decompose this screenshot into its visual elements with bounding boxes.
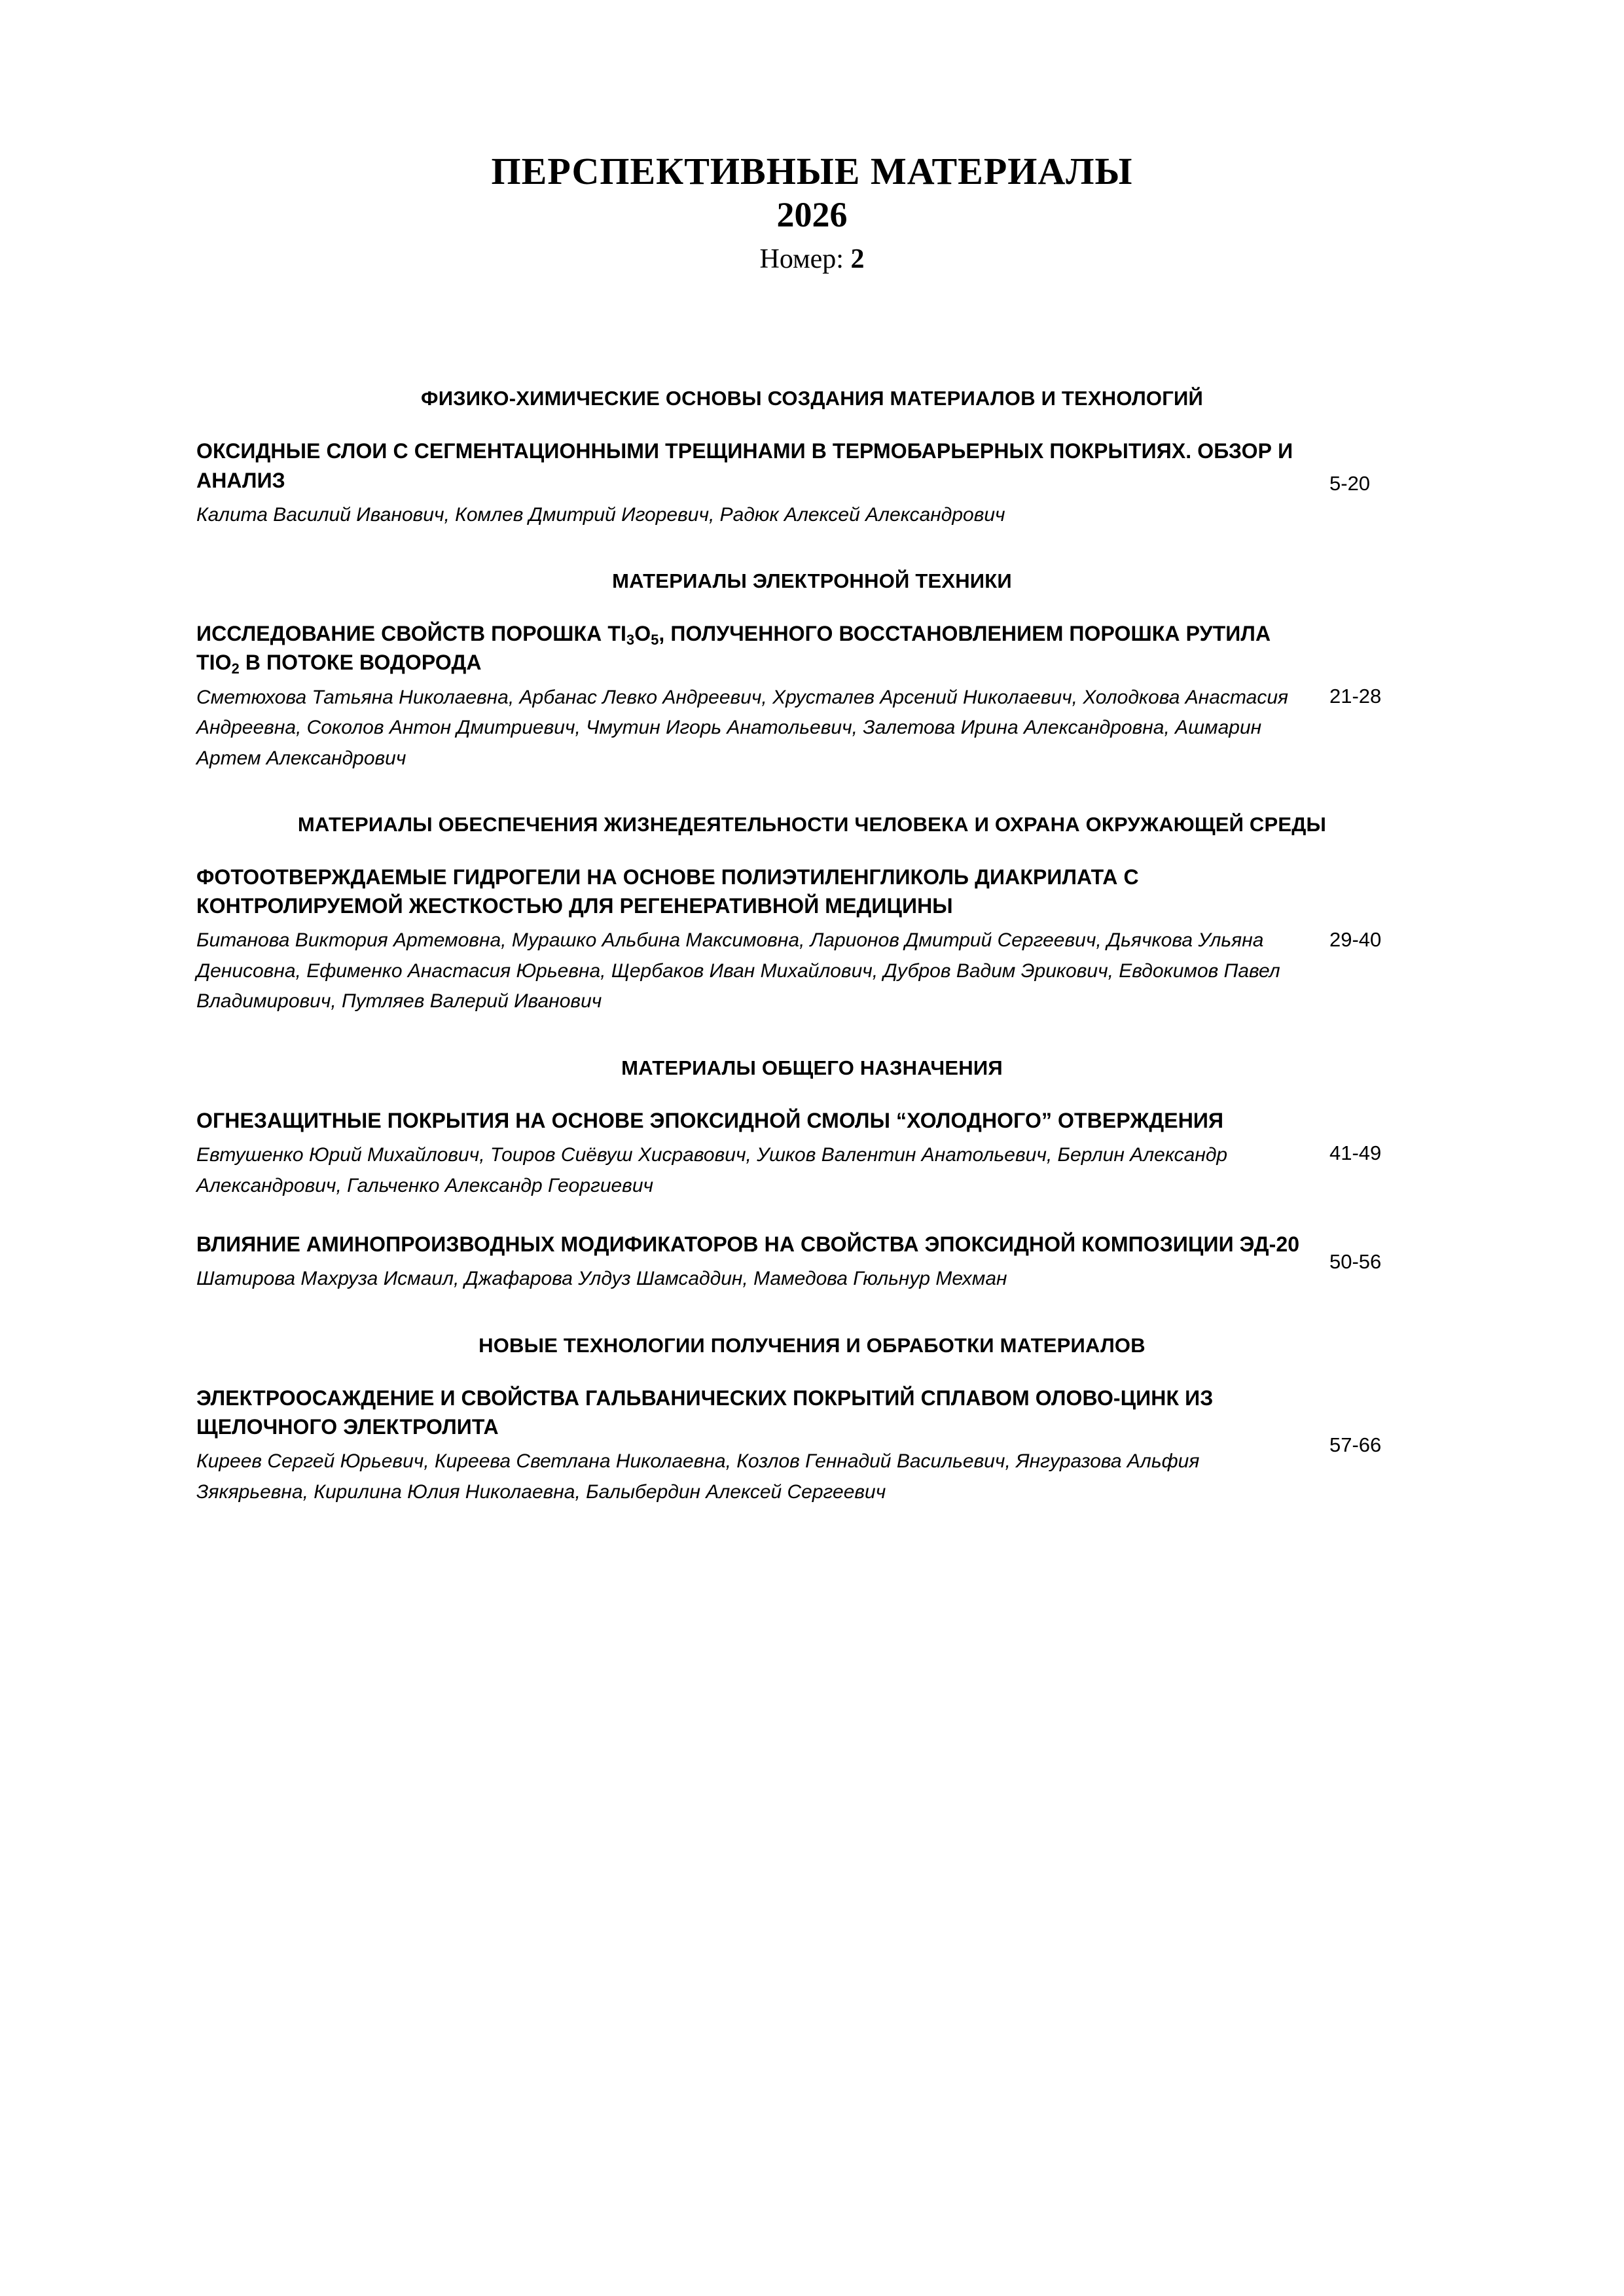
toc-entry-main [196,619,1329,774]
section-heading: НОВЫЕ ТЕХНОЛОГИИ ПОЛУЧЕНИЯ И ОБРАБОТКИ МАТЕРИАЛОВ [478,1333,1146,1357]
article-pages: 50-56 [1329,1250,1382,1274]
article-pages: 5-20 [1329,471,1371,495]
article-title[interactable]: ЭЛЕКТРООСАЖДЕНИЕ И СВОЙСТВА ГАЛЬВАНИЧЕСКИХ ПОКРЫТИЙ СПЛАВОМ ОЛОВО-ЦИНК ИЗ ЩЕЛОЧНОГО ЭЛЕКТРОЛИТА [196,1386,1214,1439]
section-heading: МАТЕРИАЛЫ ОБЕСПЕЧЕНИЯ ЖИЗНЕДЕЯТЕЛЬНОСТИ ЧЕЛОВЕКА И ОХРАНА ОКРУЖАЮЩЕЙ СРЕДЫ [297,813,1327,836]
toc-entry-main [196,437,1329,530]
toc-entry[interactable] [196,1384,1428,1507]
toc-entry[interactable] [196,1230,1428,1295]
section-heading: МАТЕРИАЛЫ ОБЩЕГО НАЗНАЧЕНИЯ [621,1056,1003,1079]
article-pages: 57-66 [1329,1433,1382,1457]
masthead [196,151,1428,276]
article-pages: 41-49 [1329,1141,1382,1165]
article-authors: Евтушенко Юрий Михайлович, Тоиров Сиёвуш Хисравович, Ушков Валентин Анатольевич, Берлин Александр Александрович, Гальченко Александр Георгиевич [196,1144,1228,1196]
article-title[interactable]: ИССЛЕДОВАНИЕ СВОЙСТВ ПОРОШКА $TI_3O_5$, ПОЛУЧЕННОГО ВОССТАНОВЛЕНИЕМ ПОРОШКА РУТИЛА $TIO_2$ В ПОТОКЕ ВОДОРОДА [196,622,1271,677]
toc-section [196,813,1428,1017]
issue-line [196,243,1428,276]
section-heading: МАТЕРИАЛЫ ЭЛЕКТРОННОЙ ТЕХНИКИ [612,569,1012,593]
issue-label: Номер: [759,244,844,275]
article-pages: 21-28 [1329,685,1382,708]
section-heading: ФИЗИКО-ХИМИЧЕСКИЕ ОСНОВЫ СОЗДАНИЯ МАТЕРИАЛОВ И ТЕХНОЛОГИЙ [421,387,1203,410]
toc-entry[interactable] [196,1106,1428,1201]
issue-value: 2 [850,244,865,275]
article-authors: Сметюхова Татьяна Николаевна, Арбанас Левко Андреевич, Хрусталев Арсений Николаевич, Холодкова Анастасия Андреевна, Соколов Антон Дмитриевич, Чмутин Игорь Анатольевич, Залетова Ирина Александровна, Ашмарин Артем Александрович [196,686,1289,769]
journal-year: 2026 [776,194,848,234]
table-of-contents [196,387,1428,1507]
article-title[interactable]: ФОТООТВЕРЖДАЕМЫЕ ГИДРОГЕЛИ НА ОСНОВЕ ПОЛИЭТИЛЕНГЛИКОЛЬ ДИАКРИЛАТА С КОНТРОЛИРУЕМОЙ ЖЕСТКОСТЬЮ ДЛЯ РЕГЕНЕРАТИВНОЙ МЕДИЦИНЫ [196,865,1139,918]
toc-section [196,387,1428,530]
toc-entry-main [196,1230,1329,1295]
article-authors: Битанова Виктория Артемовна, Мурашко Альбина Максимовна, Ларионов Дмитрий Сергеевич, Дьячкова Ульяна Денисовна, Ефименко Анастасия Юрьевна, Щербаков Иван Михайлович, Дубров Вадим Эрикович, Евдокимов Павел Владимирович, Путляев Валерий Иванович [196,929,1280,1013]
toc-entry-main [196,1384,1329,1507]
toc-entry-main [196,863,1329,1017]
article-authors: Киреев Сергей Юрьевич, Киреева Светлана Николаевна, Козлов Геннадий Васильевич, Янгуразова Альфия Зякярьевна, Кирилина Юлия Николаевна, Балыбердин Алексей Сергеевич [196,1450,1200,1503]
article-title[interactable]: ВЛИЯНИЕ АМИНОПРОИЗВОДНЫХ МОДИФИКАТОРОВ НА СВОЙСТВА ЭПОКСИДНОЙ КОМПОЗИЦИИ ЭД-20 [196,1232,1300,1257]
article-authors: Калита Василий Иванович, Комлев Дмитрий Игоревич, Радюк Алексей Александрович [196,503,1005,526]
toc-entry[interactable] [196,619,1428,774]
toc-entry[interactable] [196,437,1428,530]
article-authors: Шатирова Махруза Исмаил, Джафарова Улдуз Шамсаддин, Мамедова Гюльнур Мехман [196,1268,1007,1290]
toc-section [196,1334,1428,1507]
article-title[interactable]: ОКСИДНЫЕ СЛОИ С СЕГМЕНТАЦИОННЫМИ ТРЕЩИНАМИ В ТЕРМОБАРЬЕРНЫХ ПОКРЫТИЯХ. ОБЗОР И АНАЛИЗ [196,439,1293,492]
article-title[interactable]: ОГНЕЗАЩИТНЫЕ ПОКРЫТИЯ НА ОСНОВЕ ЭПОКСИДНОЙ СМОЛЫ “ХОЛОДНОГО” ОТВЕРЖДЕНИЯ [196,1108,1224,1132]
toc-section [196,1056,1428,1295]
toc-entry-main [196,1106,1329,1201]
toc-entry[interactable] [196,863,1428,1017]
journal-title: ПЕРСПЕКТИВНЫЕ МАТЕРИАЛЫ [491,150,1133,192]
toc-section [196,569,1428,774]
article-pages: 29-40 [1329,927,1382,951]
